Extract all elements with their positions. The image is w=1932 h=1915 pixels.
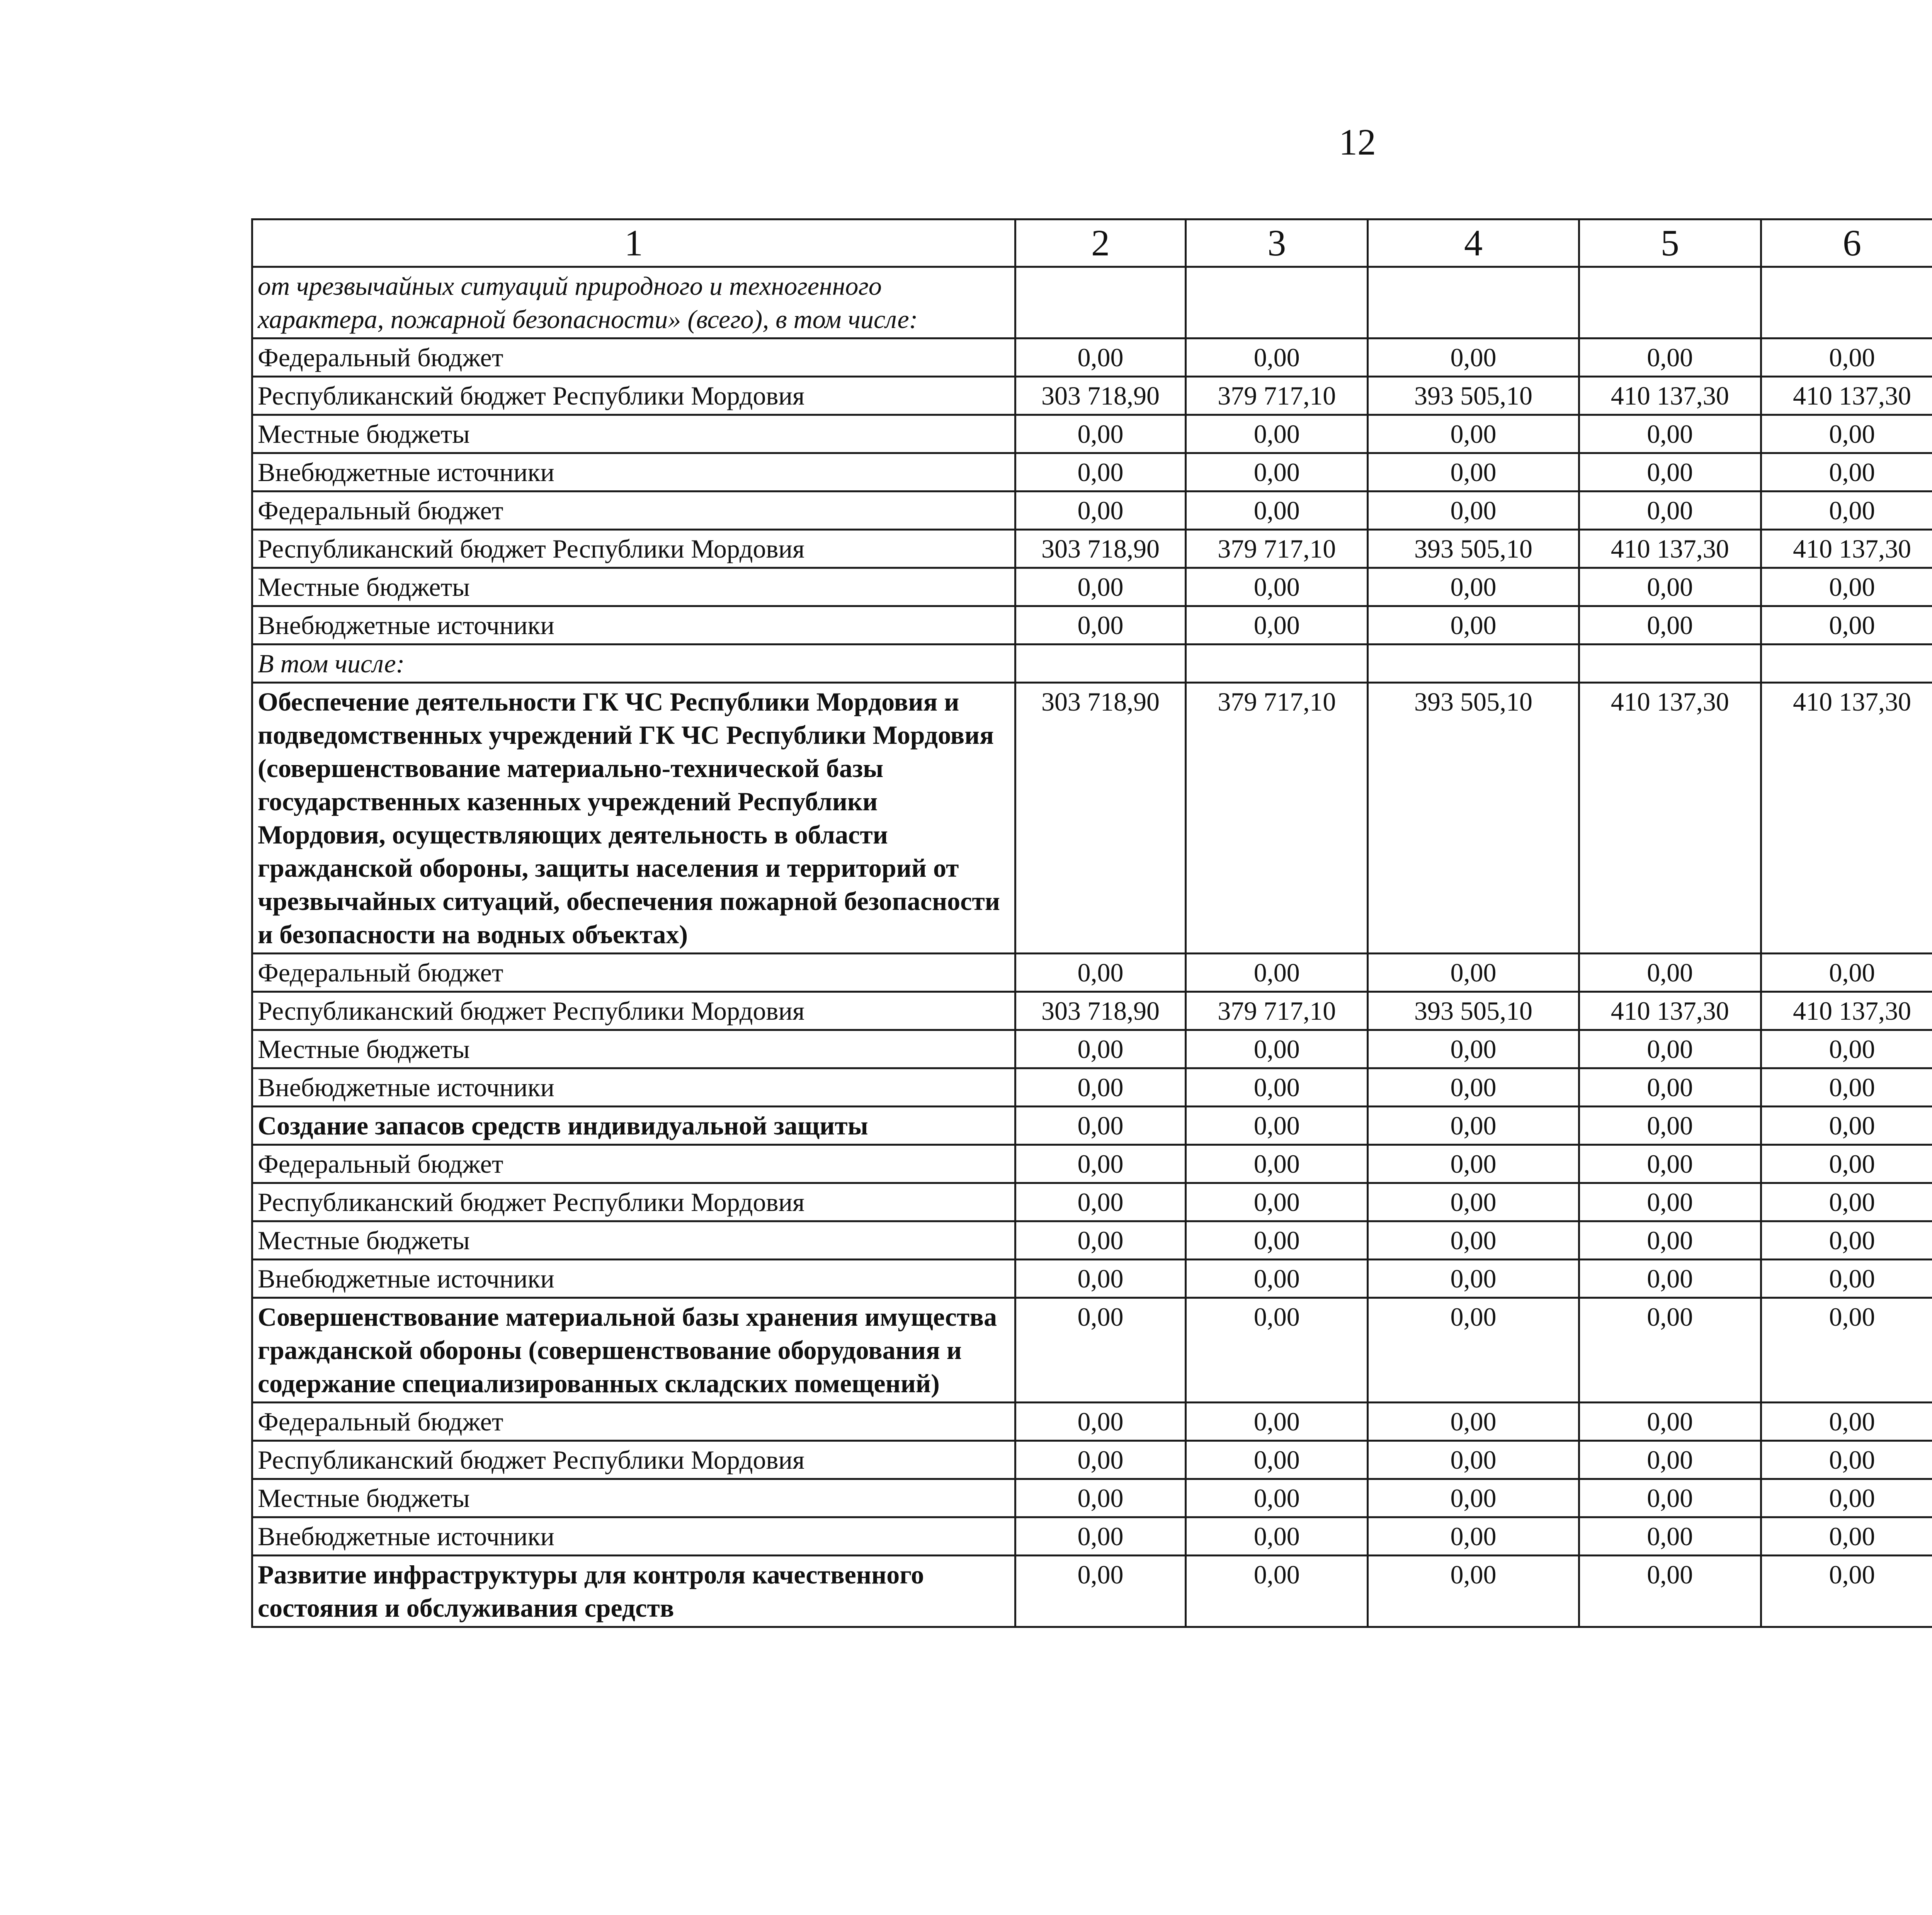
value-cell: 0,00 bbox=[1579, 954, 1761, 992]
value-cell: 0,00 bbox=[1368, 492, 1579, 530]
value-cell: 0,00 bbox=[1368, 954, 1579, 992]
row-label: Федеральный бюджет bbox=[252, 1403, 1015, 1441]
table-row bbox=[252, 1403, 1932, 1441]
value-cell: 0,00 bbox=[1368, 1030, 1579, 1068]
value-cell: 0,00 bbox=[1186, 1107, 1368, 1145]
value-cell: 0,00 bbox=[1579, 1441, 1761, 1479]
value-cell: 0,00 bbox=[1761, 1068, 1932, 1107]
value-cell: 0,00 bbox=[1761, 1556, 1932, 1627]
value-cell: 0,00 bbox=[1368, 568, 1579, 606]
value-cell: 379 717,10 bbox=[1186, 377, 1368, 415]
value-cell: 0,00 bbox=[1368, 1441, 1579, 1479]
value-cell: 0,00 bbox=[1186, 492, 1368, 530]
row-label: Обеспечение деятельности ГК ЧС Республики Мордовия и подведомственных учреждений ГК ЧС Республики Мордовия (совершенствование материально-технической базы государственных казенных учреждений Республики Мордовия, осуществляющих деятельность в области гражданской обороны, защиты населения и территорий от чрезвычайных ситуаций, обеспечения пожарной безопасности и безопасности на водных объектах) bbox=[252, 683, 1015, 954]
value-cell: 0,00 bbox=[1761, 492, 1932, 530]
value-cell: 0,00 bbox=[1761, 954, 1932, 992]
value-cell: 0,00 bbox=[1186, 1517, 1368, 1556]
row-label: Федеральный бюджет bbox=[252, 492, 1015, 530]
column-header: 5 bbox=[1579, 219, 1761, 267]
value-cell: 0,00 bbox=[1761, 1107, 1932, 1145]
value-cell: 0,00 bbox=[1579, 1403, 1761, 1441]
value-cell: 0,00 bbox=[1368, 1403, 1579, 1441]
table-row bbox=[252, 1183, 1932, 1221]
table-row bbox=[252, 954, 1932, 992]
value-cell: 0,00 bbox=[1761, 453, 1932, 492]
value-cell: 0,00 bbox=[1579, 606, 1761, 645]
value-cell bbox=[1368, 267, 1579, 338]
value-cell: 0,00 bbox=[1186, 1441, 1368, 1479]
value-cell: 0,00 bbox=[1186, 954, 1368, 992]
value-cell: 0,00 bbox=[1186, 1403, 1368, 1441]
value-cell: 0,00 bbox=[1761, 338, 1932, 377]
value-cell: 0,00 bbox=[1015, 1145, 1186, 1183]
value-cell: 0,00 bbox=[1761, 1145, 1932, 1183]
table-row bbox=[252, 338, 1932, 377]
value-cell: 0,00 bbox=[1186, 1298, 1368, 1403]
value-cell: 0,00 bbox=[1015, 954, 1186, 992]
value-cell bbox=[1579, 645, 1761, 683]
table-row bbox=[252, 1260, 1932, 1298]
row-label: Республиканский бюджет Республики Мордовия bbox=[252, 377, 1015, 415]
value-cell: 393 505,10 bbox=[1368, 992, 1579, 1030]
value-cell: 0,00 bbox=[1015, 1221, 1186, 1260]
table-row bbox=[252, 1221, 1932, 1260]
row-label: В том числе: bbox=[252, 645, 1015, 683]
table-row bbox=[252, 606, 1932, 645]
value-cell: 0,00 bbox=[1015, 1479, 1186, 1517]
value-cell: 0,00 bbox=[1761, 415, 1932, 453]
table-row bbox=[252, 568, 1932, 606]
value-cell: 0,00 bbox=[1761, 1221, 1932, 1260]
value-cell: 0,00 bbox=[1015, 415, 1186, 453]
row-label: Совершенствование материальной базы хранения имущества гражданской обороны (совершенствование оборудования и содержание специализированных складских помещений) bbox=[252, 1298, 1015, 1403]
value-cell: 0,00 bbox=[1186, 1068, 1368, 1107]
value-cell: 303 718,90 bbox=[1015, 683, 1186, 954]
value-cell bbox=[1761, 267, 1932, 338]
value-cell: 0,00 bbox=[1579, 338, 1761, 377]
table-row bbox=[252, 1441, 1932, 1479]
value-cell: 0,00 bbox=[1761, 1260, 1932, 1298]
column-header: 4 bbox=[1368, 219, 1579, 267]
table-row bbox=[252, 1479, 1932, 1517]
value-cell: 410 137,30 bbox=[1579, 683, 1761, 954]
value-cell: 303 718,90 bbox=[1015, 530, 1186, 568]
table-header-row bbox=[252, 219, 1932, 267]
value-cell bbox=[1186, 645, 1368, 683]
value-cell: 0,00 bbox=[1015, 492, 1186, 530]
value-cell: 0,00 bbox=[1761, 1479, 1932, 1517]
row-label: Внебюджетные источники bbox=[252, 1068, 1015, 1107]
value-cell: 0,00 bbox=[1761, 568, 1932, 606]
value-cell: 0,00 bbox=[1579, 1517, 1761, 1556]
value-cell: 0,00 bbox=[1579, 1556, 1761, 1627]
value-cell: 379 717,10 bbox=[1186, 992, 1368, 1030]
value-cell: 0,00 bbox=[1186, 1183, 1368, 1221]
value-cell: 0,00 bbox=[1368, 453, 1579, 492]
value-cell: 0,00 bbox=[1579, 568, 1761, 606]
value-cell: 0,00 bbox=[1761, 1403, 1932, 1441]
value-cell: 0,00 bbox=[1368, 1221, 1579, 1260]
value-cell: 0,00 bbox=[1015, 1298, 1186, 1403]
value-cell bbox=[1015, 645, 1186, 683]
value-cell: 0,00 bbox=[1186, 338, 1368, 377]
value-cell: 0,00 bbox=[1186, 1479, 1368, 1517]
table-row bbox=[252, 1068, 1932, 1107]
value-cell: 0,00 bbox=[1368, 1145, 1579, 1183]
column-header: 3 bbox=[1186, 219, 1368, 267]
value-cell: 0,00 bbox=[1368, 1517, 1579, 1556]
row-label: Республиканский бюджет Республики Мордовия bbox=[252, 992, 1015, 1030]
value-cell: 0,00 bbox=[1186, 1030, 1368, 1068]
value-cell: 0,00 bbox=[1761, 1441, 1932, 1479]
value-cell: 0,00 bbox=[1368, 606, 1579, 645]
row-label: Местные бюджеты bbox=[252, 1479, 1015, 1517]
value-cell: 0,00 bbox=[1015, 1403, 1186, 1441]
value-cell: 410 137,30 bbox=[1579, 530, 1761, 568]
value-cell: 379 717,10 bbox=[1186, 683, 1368, 954]
column-header: 2 bbox=[1015, 219, 1186, 267]
value-cell: 0,00 bbox=[1761, 1030, 1932, 1068]
table-row bbox=[252, 1030, 1932, 1068]
value-cell: 303 718,90 bbox=[1015, 992, 1186, 1030]
value-cell bbox=[1761, 645, 1932, 683]
row-label: Федеральный бюджет bbox=[252, 338, 1015, 377]
row-label: Федеральный бюджет bbox=[252, 954, 1015, 992]
row-label: Местные бюджеты bbox=[252, 1221, 1015, 1260]
row-label: Федеральный бюджет bbox=[252, 1145, 1015, 1183]
table-row bbox=[252, 1556, 1932, 1627]
value-cell: 0,00 bbox=[1186, 606, 1368, 645]
value-cell: 0,00 bbox=[1579, 1068, 1761, 1107]
value-cell bbox=[1368, 645, 1579, 683]
value-cell: 0,00 bbox=[1368, 415, 1579, 453]
row-label: Местные бюджеты bbox=[252, 568, 1015, 606]
value-cell: 0,00 bbox=[1015, 1556, 1186, 1627]
table-row bbox=[252, 683, 1932, 954]
value-cell: 0,00 bbox=[1579, 492, 1761, 530]
table-row bbox=[252, 530, 1932, 568]
value-cell: 393 505,10 bbox=[1368, 530, 1579, 568]
value-cell: 0,00 bbox=[1015, 1030, 1186, 1068]
value-cell: 0,00 bbox=[1368, 1068, 1579, 1107]
value-cell: 0,00 bbox=[1579, 453, 1761, 492]
value-cell: 410 137,30 bbox=[1761, 377, 1932, 415]
value-cell: 0,00 bbox=[1015, 568, 1186, 606]
table-row bbox=[252, 415, 1932, 453]
table-row bbox=[252, 492, 1932, 530]
value-cell: 0,00 bbox=[1186, 453, 1368, 492]
value-cell: 410 137,30 bbox=[1761, 530, 1932, 568]
value-cell: 0,00 bbox=[1579, 1260, 1761, 1298]
value-cell: 0,00 bbox=[1368, 1479, 1579, 1517]
value-cell: 0,00 bbox=[1368, 1183, 1579, 1221]
value-cell: 0,00 bbox=[1368, 1298, 1579, 1403]
value-cell: 0,00 bbox=[1579, 1298, 1761, 1403]
row-label: Республиканский бюджет Республики Мордовия bbox=[252, 530, 1015, 568]
value-cell: 0,00 bbox=[1015, 1068, 1186, 1107]
value-cell: 0,00 bbox=[1186, 1145, 1368, 1183]
value-cell: 0,00 bbox=[1368, 338, 1579, 377]
value-cell: 0,00 bbox=[1368, 1260, 1579, 1298]
value-cell: 0,00 bbox=[1579, 1221, 1761, 1260]
value-cell: 0,00 bbox=[1186, 1221, 1368, 1260]
value-cell: 0,00 bbox=[1186, 1556, 1368, 1627]
value-cell: 0,00 bbox=[1761, 606, 1932, 645]
table-row bbox=[252, 1107, 1932, 1145]
value-cell: 0,00 bbox=[1579, 1479, 1761, 1517]
value-cell: 410 137,30 bbox=[1579, 992, 1761, 1030]
value-cell: 0,00 bbox=[1579, 1030, 1761, 1068]
value-cell: 0,00 bbox=[1015, 338, 1186, 377]
budget-table bbox=[251, 218, 1932, 1628]
column-header: 6 bbox=[1761, 219, 1932, 267]
value-cell: 0,00 bbox=[1368, 1556, 1579, 1627]
value-cell bbox=[1579, 267, 1761, 338]
row-label: Республиканский бюджет Республики Мордовия bbox=[252, 1183, 1015, 1221]
value-cell: 0,00 bbox=[1186, 415, 1368, 453]
value-cell: 0,00 bbox=[1015, 1517, 1186, 1556]
value-cell: 410 137,30 bbox=[1761, 992, 1932, 1030]
value-cell: 0,00 bbox=[1186, 568, 1368, 606]
table-row bbox=[252, 267, 1932, 338]
row-label: Республиканский бюджет Республики Мордовия bbox=[252, 1441, 1015, 1479]
value-cell: 0,00 bbox=[1015, 1183, 1186, 1221]
row-label: Внебюджетные источники bbox=[252, 1517, 1015, 1556]
value-cell: 379 717,10 bbox=[1186, 530, 1368, 568]
row-label: Развитие инфраструктуры для контроля качественного состояния и обслуживания средств bbox=[252, 1556, 1015, 1627]
value-cell: 393 505,10 bbox=[1368, 683, 1579, 954]
value-cell: 0,00 bbox=[1761, 1517, 1932, 1556]
row-label: Местные бюджеты bbox=[252, 1030, 1015, 1068]
value-cell: 303 718,90 bbox=[1015, 377, 1186, 415]
value-cell: 410 137,30 bbox=[1579, 377, 1761, 415]
table-row bbox=[252, 645, 1932, 683]
value-cell: 0,00 bbox=[1579, 1183, 1761, 1221]
value-cell: 0,00 bbox=[1579, 415, 1761, 453]
value-cell: 0,00 bbox=[1015, 453, 1186, 492]
table-row bbox=[252, 377, 1932, 415]
row-label: Местные бюджеты bbox=[252, 415, 1015, 453]
row-label: Внебюджетные источники bbox=[252, 1260, 1015, 1298]
value-cell: 0,00 bbox=[1015, 1107, 1186, 1145]
row-label: Внебюджетные источники bbox=[252, 606, 1015, 645]
value-cell: 0,00 bbox=[1761, 1183, 1932, 1221]
row-label: от чрезвычайных ситуаций природного и техногенного характера, пожарной безопасности» (всего), в том числе: bbox=[252, 267, 1015, 338]
value-cell: 0,00 bbox=[1368, 1107, 1579, 1145]
row-label: Внебюджетные источники bbox=[252, 453, 1015, 492]
table-body bbox=[252, 219, 1932, 1627]
row-label: Создание запасов средств индивидуальной защиты bbox=[252, 1107, 1015, 1145]
table-row bbox=[252, 1517, 1932, 1556]
table-row bbox=[252, 453, 1932, 492]
table-row bbox=[252, 1145, 1932, 1183]
value-cell: 0,00 bbox=[1579, 1107, 1761, 1145]
value-cell: 0,00 bbox=[1761, 1298, 1932, 1403]
value-cell: 393 505,10 bbox=[1368, 377, 1579, 415]
value-cell: 0,00 bbox=[1015, 1260, 1186, 1298]
page-number: 12 bbox=[1339, 121, 1376, 163]
value-cell bbox=[1186, 267, 1368, 338]
value-cell: 0,00 bbox=[1186, 1260, 1368, 1298]
value-cell: 0,00 bbox=[1015, 1441, 1186, 1479]
table-row bbox=[252, 992, 1932, 1030]
table-row bbox=[252, 1298, 1932, 1403]
column-header: 1 bbox=[252, 219, 1015, 267]
value-cell bbox=[1015, 267, 1186, 338]
value-cell: 410 137,30 bbox=[1761, 683, 1932, 954]
value-cell: 0,00 bbox=[1579, 1145, 1761, 1183]
value-cell: 0,00 bbox=[1015, 606, 1186, 645]
